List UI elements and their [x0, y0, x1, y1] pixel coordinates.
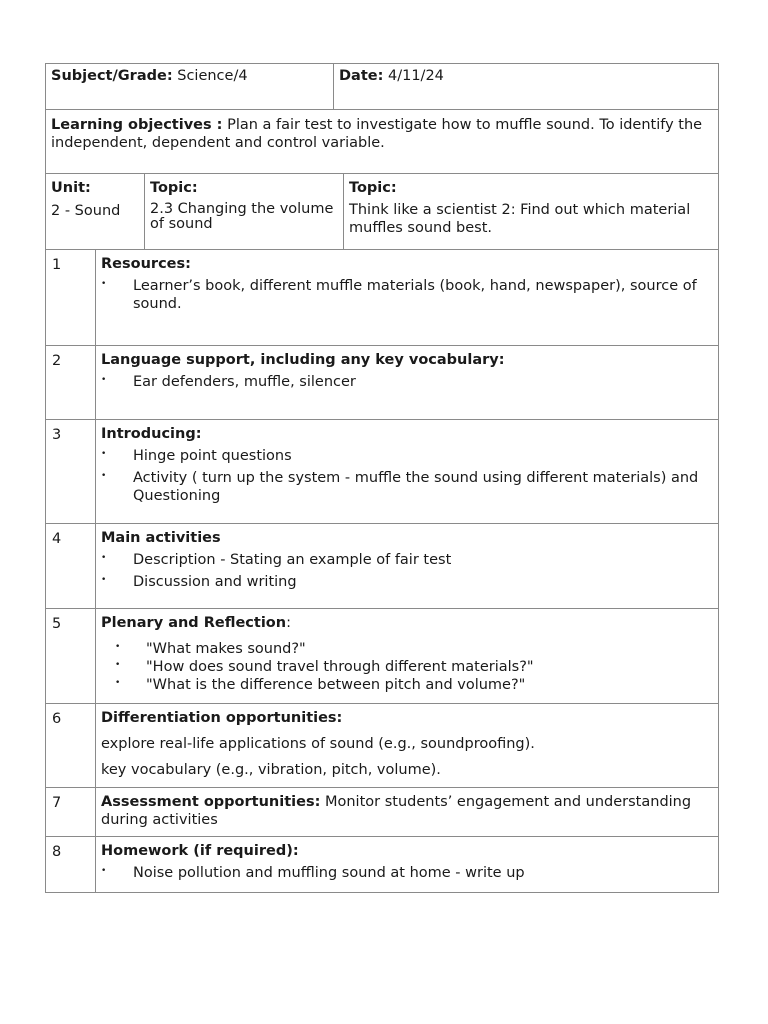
introducing-content: [95, 420, 718, 523]
unit-cell: [46, 174, 144, 249]
assessment-title: Assessment opportunities:: [101, 794, 321, 810]
topic-number-cell: [144, 174, 343, 249]
main-activities-content: [95, 524, 718, 608]
resources-row: [45, 249, 719, 345]
list-item-text: Activity ( turn up the system - muffle the sound using different materials) and Questioning: [133, 470, 699, 504]
assessment-row: [45, 787, 719, 836]
list-item-text: "What is the difference between pitch and volume?": [146, 677, 526, 693]
list-item: [101, 676, 713, 694]
header-row: [45, 63, 719, 109]
list-item: [101, 277, 713, 313]
plenary-title: Plenary and Reflection: [101, 615, 287, 631]
bullet-icon: •: [101, 449, 107, 459]
bullet-icon: •: [101, 471, 107, 481]
assessment-text: Monitor students’ engagement and understanding during activities: [101, 794, 692, 828]
row-number: 2: [52, 353, 62, 369]
bullet-icon: •: [115, 660, 121, 670]
resources-title: Resources:: [101, 256, 191, 272]
main-activities-title: Main activities: [101, 530, 221, 546]
learning-objectives-cell: [46, 110, 718, 173]
resources-content: [95, 250, 718, 345]
subject-grade-cell: [46, 64, 333, 109]
row-number: 3: [52, 427, 62, 443]
date-cell: [333, 64, 718, 109]
topic-title-cell: [343, 174, 718, 249]
learning-objectives-text: Plan a fair test to investigate how to muffle sound. To identify the independent, dependent and control variable.: [51, 117, 703, 151]
list-item-text: Learner’s book, different muffle materials (book, hand, newspaper), source of sound.: [133, 278, 697, 312]
introducing-row: [45, 419, 719, 523]
differentiation-content: [95, 704, 718, 787]
list-item-text: Hinge point questions: [133, 448, 292, 464]
differentiation-title: Differentiation opportunities:: [101, 710, 343, 726]
subject-grade-value: Science/4: [177, 68, 248, 84]
homework-row: [45, 836, 719, 893]
list-item: [101, 864, 713, 882]
differentiation-paragraph: explore real-life applications of sound (e.g., soundproofing).: [101, 736, 535, 752]
row-number: 5: [52, 616, 62, 632]
main-activities-row: [45, 523, 719, 608]
list-item: [101, 640, 713, 658]
list-item: [101, 373, 713, 391]
list-item: [101, 469, 713, 505]
unit-value: 2 - Sound: [51, 203, 121, 219]
topic-number-label: Topic:: [150, 180, 198, 196]
bullet-icon: •: [101, 279, 107, 289]
plenary-row: [45, 608, 719, 703]
bullet-icon: •: [101, 575, 107, 585]
subject-grade-label: Subject/Grade:: [51, 68, 173, 84]
language-support-row: [45, 345, 719, 419]
list-item: [101, 551, 713, 569]
differentiation-paragraph: key vocabulary (e.g., vibration, pitch, volume).: [101, 762, 441, 778]
bullet-icon: •: [101, 375, 107, 385]
language-support-title: Language support, including any key vocabulary:: [101, 352, 505, 368]
topic-title-value: Think like a scientist 2: Find out which material muffles sound best.: [349, 202, 691, 236]
bullet-icon: •: [101, 553, 107, 563]
language-support-content: [95, 346, 718, 419]
plenary-questions: [101, 640, 713, 694]
plenary-title-suffix: :: [286, 615, 291, 631]
assessment-content: [95, 788, 718, 836]
list-item-text: Description - Stating an example of fair test: [133, 552, 452, 568]
list-item-text: Discussion and writing: [133, 574, 297, 590]
plenary-content: [95, 609, 718, 703]
topic-title-label: Topic:: [349, 180, 397, 196]
learning-objectives-label: Learning objectives :: [51, 117, 223, 133]
row-number: 7: [52, 795, 62, 811]
bullet-icon: •: [115, 642, 121, 652]
list-item-text: Noise pollution and muffling sound at home - write up: [133, 865, 525, 881]
differentiation-row: [45, 703, 719, 787]
list-item-text: "How does sound travel through different materials?": [146, 659, 534, 675]
learning-objectives-row: [45, 109, 719, 173]
plenary-heading: [101, 614, 713, 632]
row-number: 6: [52, 711, 62, 727]
date-value: 4/11/24: [388, 68, 444, 84]
homework-title: Homework (if required):: [101, 843, 299, 859]
row-number: 8: [52, 844, 62, 860]
row-number: 1: [52, 257, 62, 273]
row-number: 4: [52, 531, 62, 547]
bullet-icon: •: [115, 678, 121, 688]
list-item-text: "What makes sound?": [146, 641, 306, 657]
date-label: Date:: [339, 68, 384, 84]
introducing-title: Introducing:: [101, 426, 202, 442]
list-item: [101, 658, 713, 676]
topic-number-value: 2.3 Changing the volume of sound: [150, 201, 334, 232]
list-item: [101, 573, 713, 591]
homework-content: [95, 837, 718, 892]
unit-label: Unit:: [51, 180, 91, 196]
unit-topic-row: [45, 173, 719, 249]
list-item: [101, 447, 713, 465]
list-item-text: Ear defenders, muffle, silencer: [133, 374, 356, 390]
bullet-icon: •: [101, 866, 107, 876]
